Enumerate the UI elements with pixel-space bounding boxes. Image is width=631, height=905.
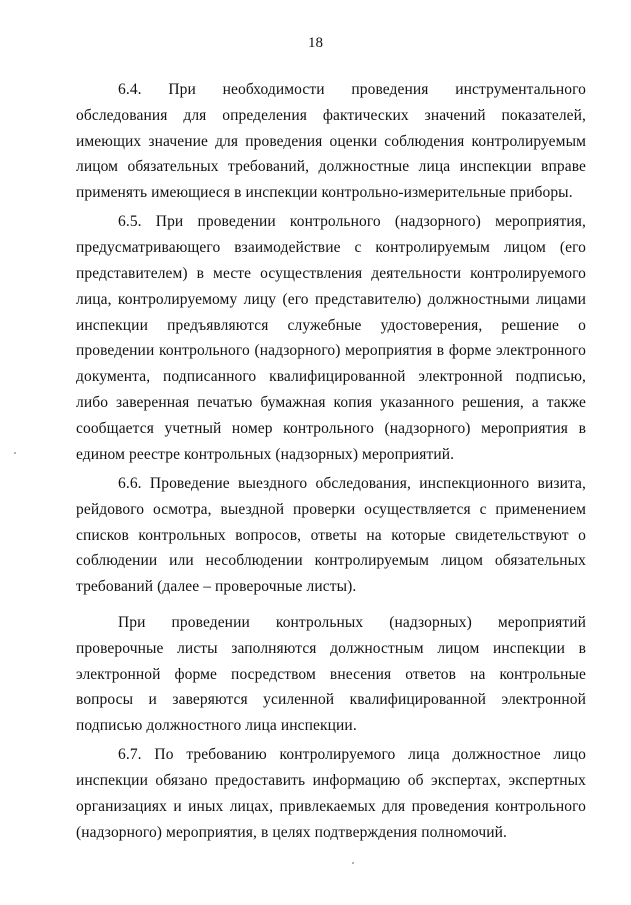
page-number: 18: [308, 35, 323, 51]
paragraph-checklists: При проведении контрольных (надзорных) мероприятий проверочные листы заполняются должностным лицом инспекции в электронной форме посредством внесения ответов на контрольные вопросы и заверяются усиленной квалифицированной электронной подписью должностного лица инспекции.: [76, 613, 586, 735]
paragraph-6-4: 6.4. При необходимости проведения инструментального обследования для определения фактических значений показателей, имеющих значение для проведения оценки соблюдения контролируемым лицом обязательных требований, должностные лица инспекции вправе применять имеющиеся в инспекции контрольно-измерительные приборы.: [76, 81, 586, 202]
scan-speck: [14, 452, 16, 454]
paragraph-6-6: 6.6. Проведение выездного обследования, инспекционного визита, рейдового осмотра, выездной проверки осуществляется с применением списков контрольных вопросов, ответы на которые свидетельствуют о соблюдении или несоблюдении контролируемым лицом обязательных требований (далее – проверочные листы).: [76, 474, 586, 596]
paragraph-6-7: 6.7. По требованию контролируемого лица должностное лицо инспекции обязано предоставить информацию об экспертах, экспертных организациях и иных лицах, привлекаемых для проведения контрольного (надзорного) мероприятия, в целях подтверждения полномочий.: [76, 746, 586, 841]
document-body: [76, 77, 586, 849]
scan-speck: [352, 862, 354, 864]
paragraph-6-5: 6.5. При проведении контрольного (надзорного) мероприятия, предусматривающего взаимодействие с контролируемым лицом (его представителем) в месте осуществления деятельности контролируемого лица, контролируемому лицу (его представителю) должностными лицами инспекции предъявляются служебные удостоверения, решение о проведении контрольного (надзорного) мероприятия в форме электронного документа, подписанного квалифицированной электронной подписью, либо заверенная печатью бумажная копия указанного решения, а также сообщается учетный номер контрольного (надзорного) мероприятия в едином реестре контрольных (надзорных) мероприятий.: [76, 213, 586, 463]
